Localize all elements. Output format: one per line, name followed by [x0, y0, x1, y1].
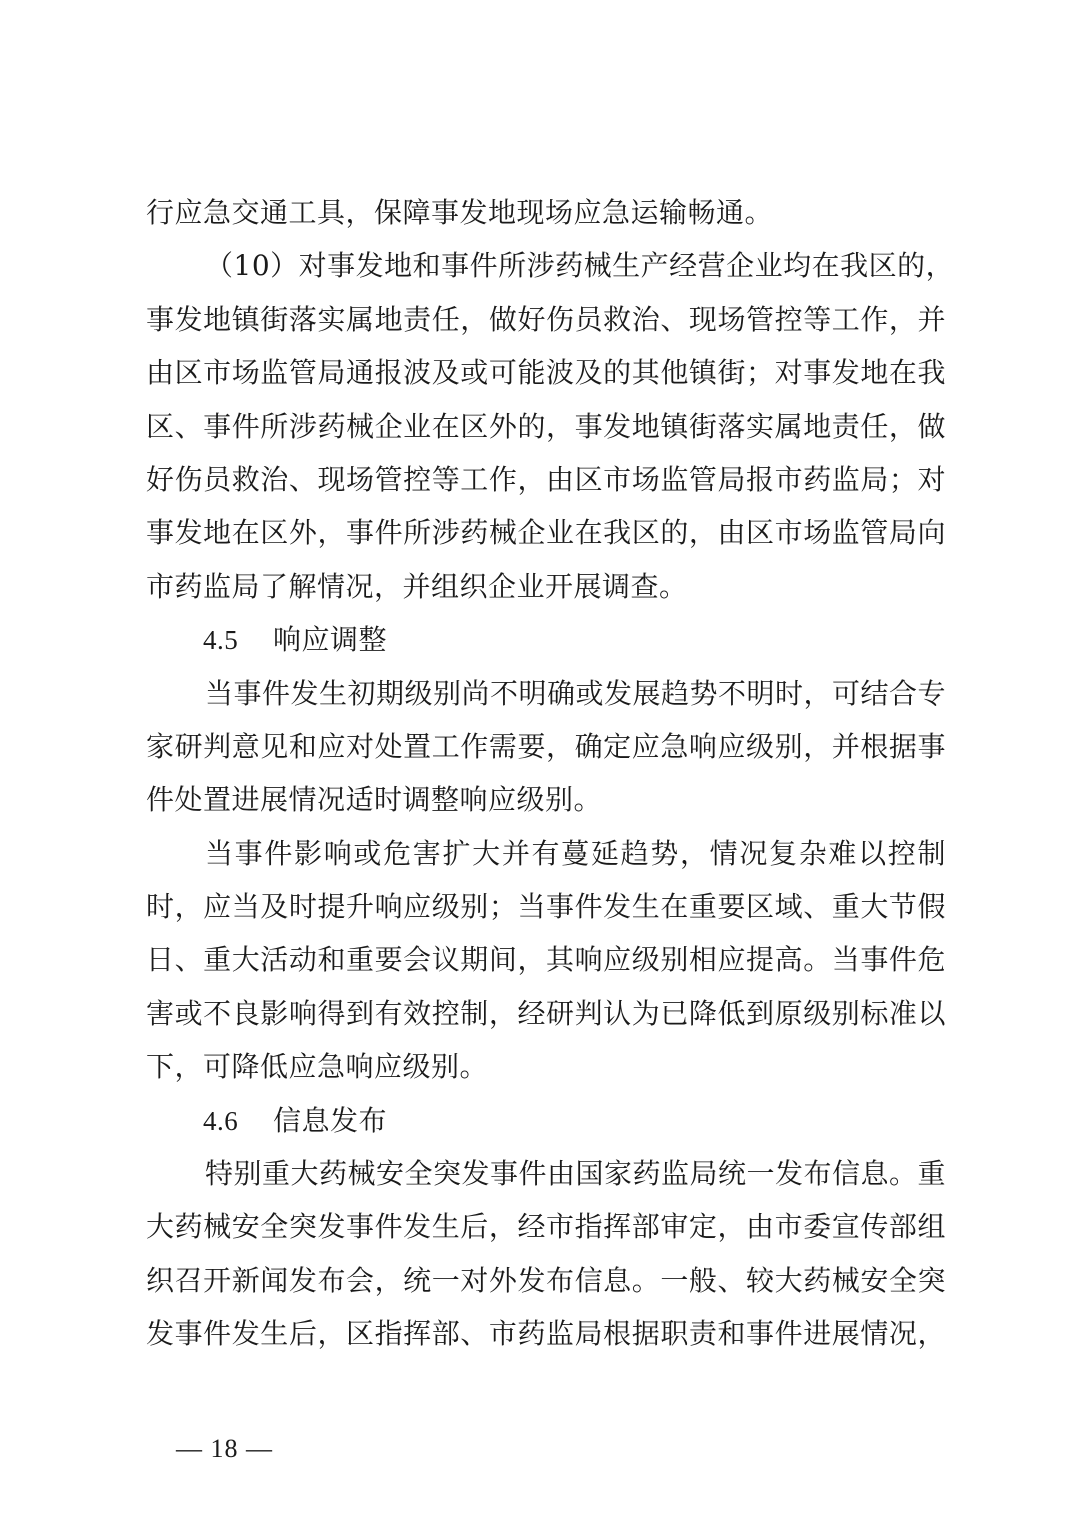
text-line: 特别重大药械安全突发事件由国家药监局统一发布信息。重 [205, 1157, 947, 1191]
text-line: 由区市场监管局通报波及或可能波及的其他镇街；对事发地在我 [146, 356, 946, 390]
text-line: 织召开新闻发布会，统一对外发布信息。一般、较大药械安全突 [146, 1263, 946, 1297]
text-line: 日、重大活动和重要会议期间，其响应级别相应提高。当事件危 [146, 943, 946, 977]
section-title: 响应调整 [273, 623, 388, 657]
text-line: 家研判意见和应对处置工作需要，确定应急响应级别，并根据事 [146, 729, 946, 763]
section-heading [146, 613, 946, 666]
body-text [146, 186, 955, 1361]
text-line: 当事件影响或危害扩大并有蔓延趋势，情况复杂难以控制 [205, 836, 946, 870]
text-line: 市药监局了解情况，并组织企业开展调查。 [146, 569, 688, 603]
text-line: 行应急交通工具，保障事发地现场应急运输畅通。 [146, 196, 774, 229]
text-line: 害或不良影响得到有效控制，经研判认为已降低到原级别标准以 [146, 996, 946, 1030]
text-line: 时，应当及时提升响应级别；当事件发生在重要区域、重大节假 [146, 890, 946, 924]
text-line: 事发地镇街落实属地责任，做好伤员救治、现场管控等工作，并 [146, 302, 946, 336]
text-line: 件处置进展情况适时调整响应级别。 [146, 783, 603, 817]
text-line: 事发地在区外，事件所涉药械企业在我区的，由区市场监管局向 [146, 516, 946, 550]
section-heading [146, 1094, 946, 1147]
section-title: 信息发布 [273, 1103, 388, 1137]
section-number: 4.5 [203, 625, 239, 656]
text-line: （10）对事发地和事件所涉药械生产经营企业均在我区的， [205, 249, 955, 283]
text-line: 好伤员救治、现场管控等工作，由区市场监管局报市药监局；对 [146, 462, 946, 496]
text-line: 下，可降低应急响应级别。 [146, 1050, 489, 1084]
text-line: 发事件发生后，区指挥部、市药监局根据职责和事件进展情况， [146, 1317, 946, 1351]
text-line: 当事件发生初期级别尚不明确或发展趋势不明时，可结合专 [205, 676, 947, 710]
text-line: 区、事件所涉药械企业在区外的，事发地镇街落实属地责任，做 [146, 409, 946, 443]
section-number: 4.6 [203, 1105, 239, 1136]
text-line: 大药械安全突发事件发生后，经市指挥部审定，由市委宣传部组 [146, 1210, 946, 1244]
page-number: — 18 — [176, 1434, 273, 1463]
